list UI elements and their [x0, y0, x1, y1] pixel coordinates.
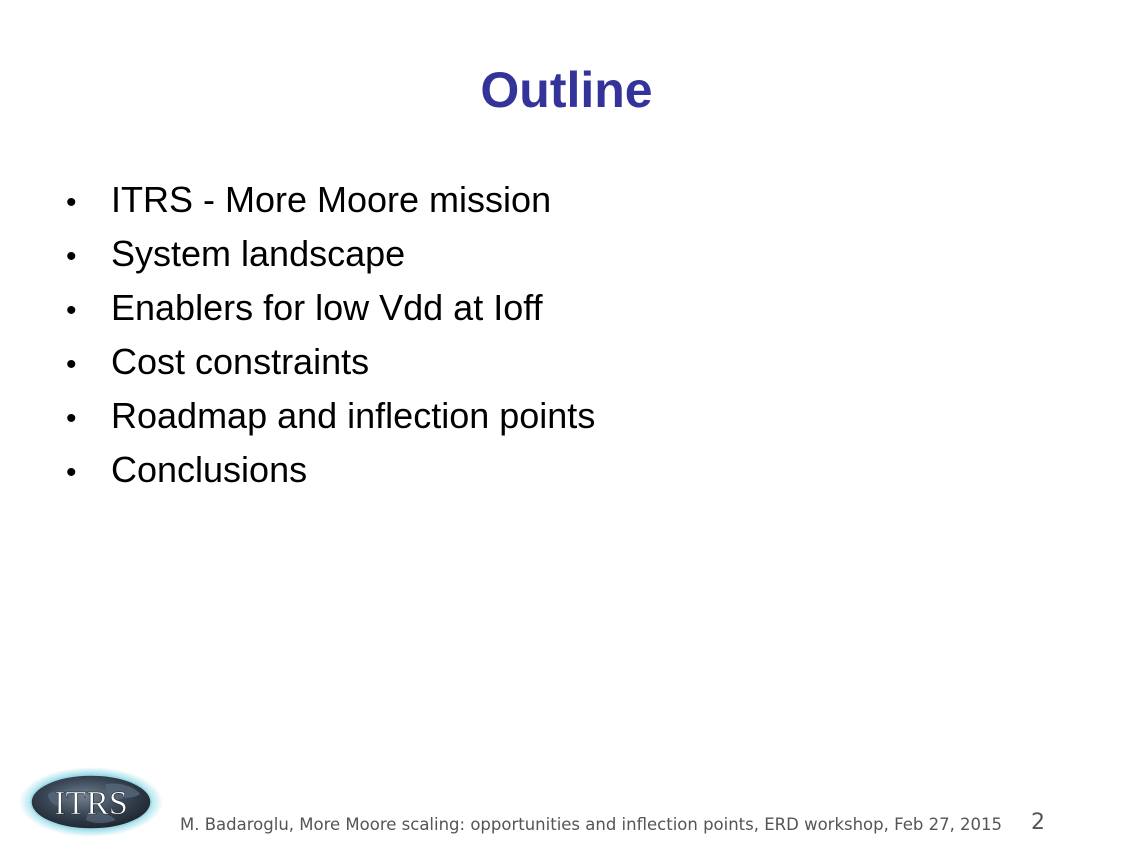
bullet-item [66, 173, 595, 227]
bullet-item [66, 443, 595, 497]
bullet-marker: • [66, 456, 77, 489]
bullet-text: Conclusions [111, 449, 308, 490]
bullet-item [66, 389, 595, 443]
bullet-text: ITRS - More Moore mission [111, 179, 552, 220]
bullet-text: System landscape [111, 233, 406, 274]
slide-title: Outline [480, 62, 653, 118]
bullet-text: Enablers for low Vdd at Ioff [111, 287, 543, 328]
itrs-logo-icon [18, 766, 164, 838]
bullet-text: Cost constraints [111, 341, 370, 382]
bullet-marker: • [66, 294, 77, 327]
bullet-marker: • [66, 402, 77, 435]
bullet-item [66, 335, 595, 389]
footer-caption: M. Badaroglu, More Moore scaling: opportunities and inflection points, ERD workshop, Feb 27, 2015 [180, 815, 1003, 834]
bullet-marker: • [66, 186, 77, 219]
page-number: 2 [1031, 810, 1045, 835]
bullet-item [66, 227, 595, 281]
bullet-marker: • [66, 240, 77, 273]
bullet-item [66, 281, 595, 335]
bullet-marker: • [66, 348, 77, 381]
bullet-text: Roadmap and inflection points [111, 395, 596, 436]
logo-text: ITRS [54, 785, 128, 822]
bullet-list [66, 173, 595, 497]
